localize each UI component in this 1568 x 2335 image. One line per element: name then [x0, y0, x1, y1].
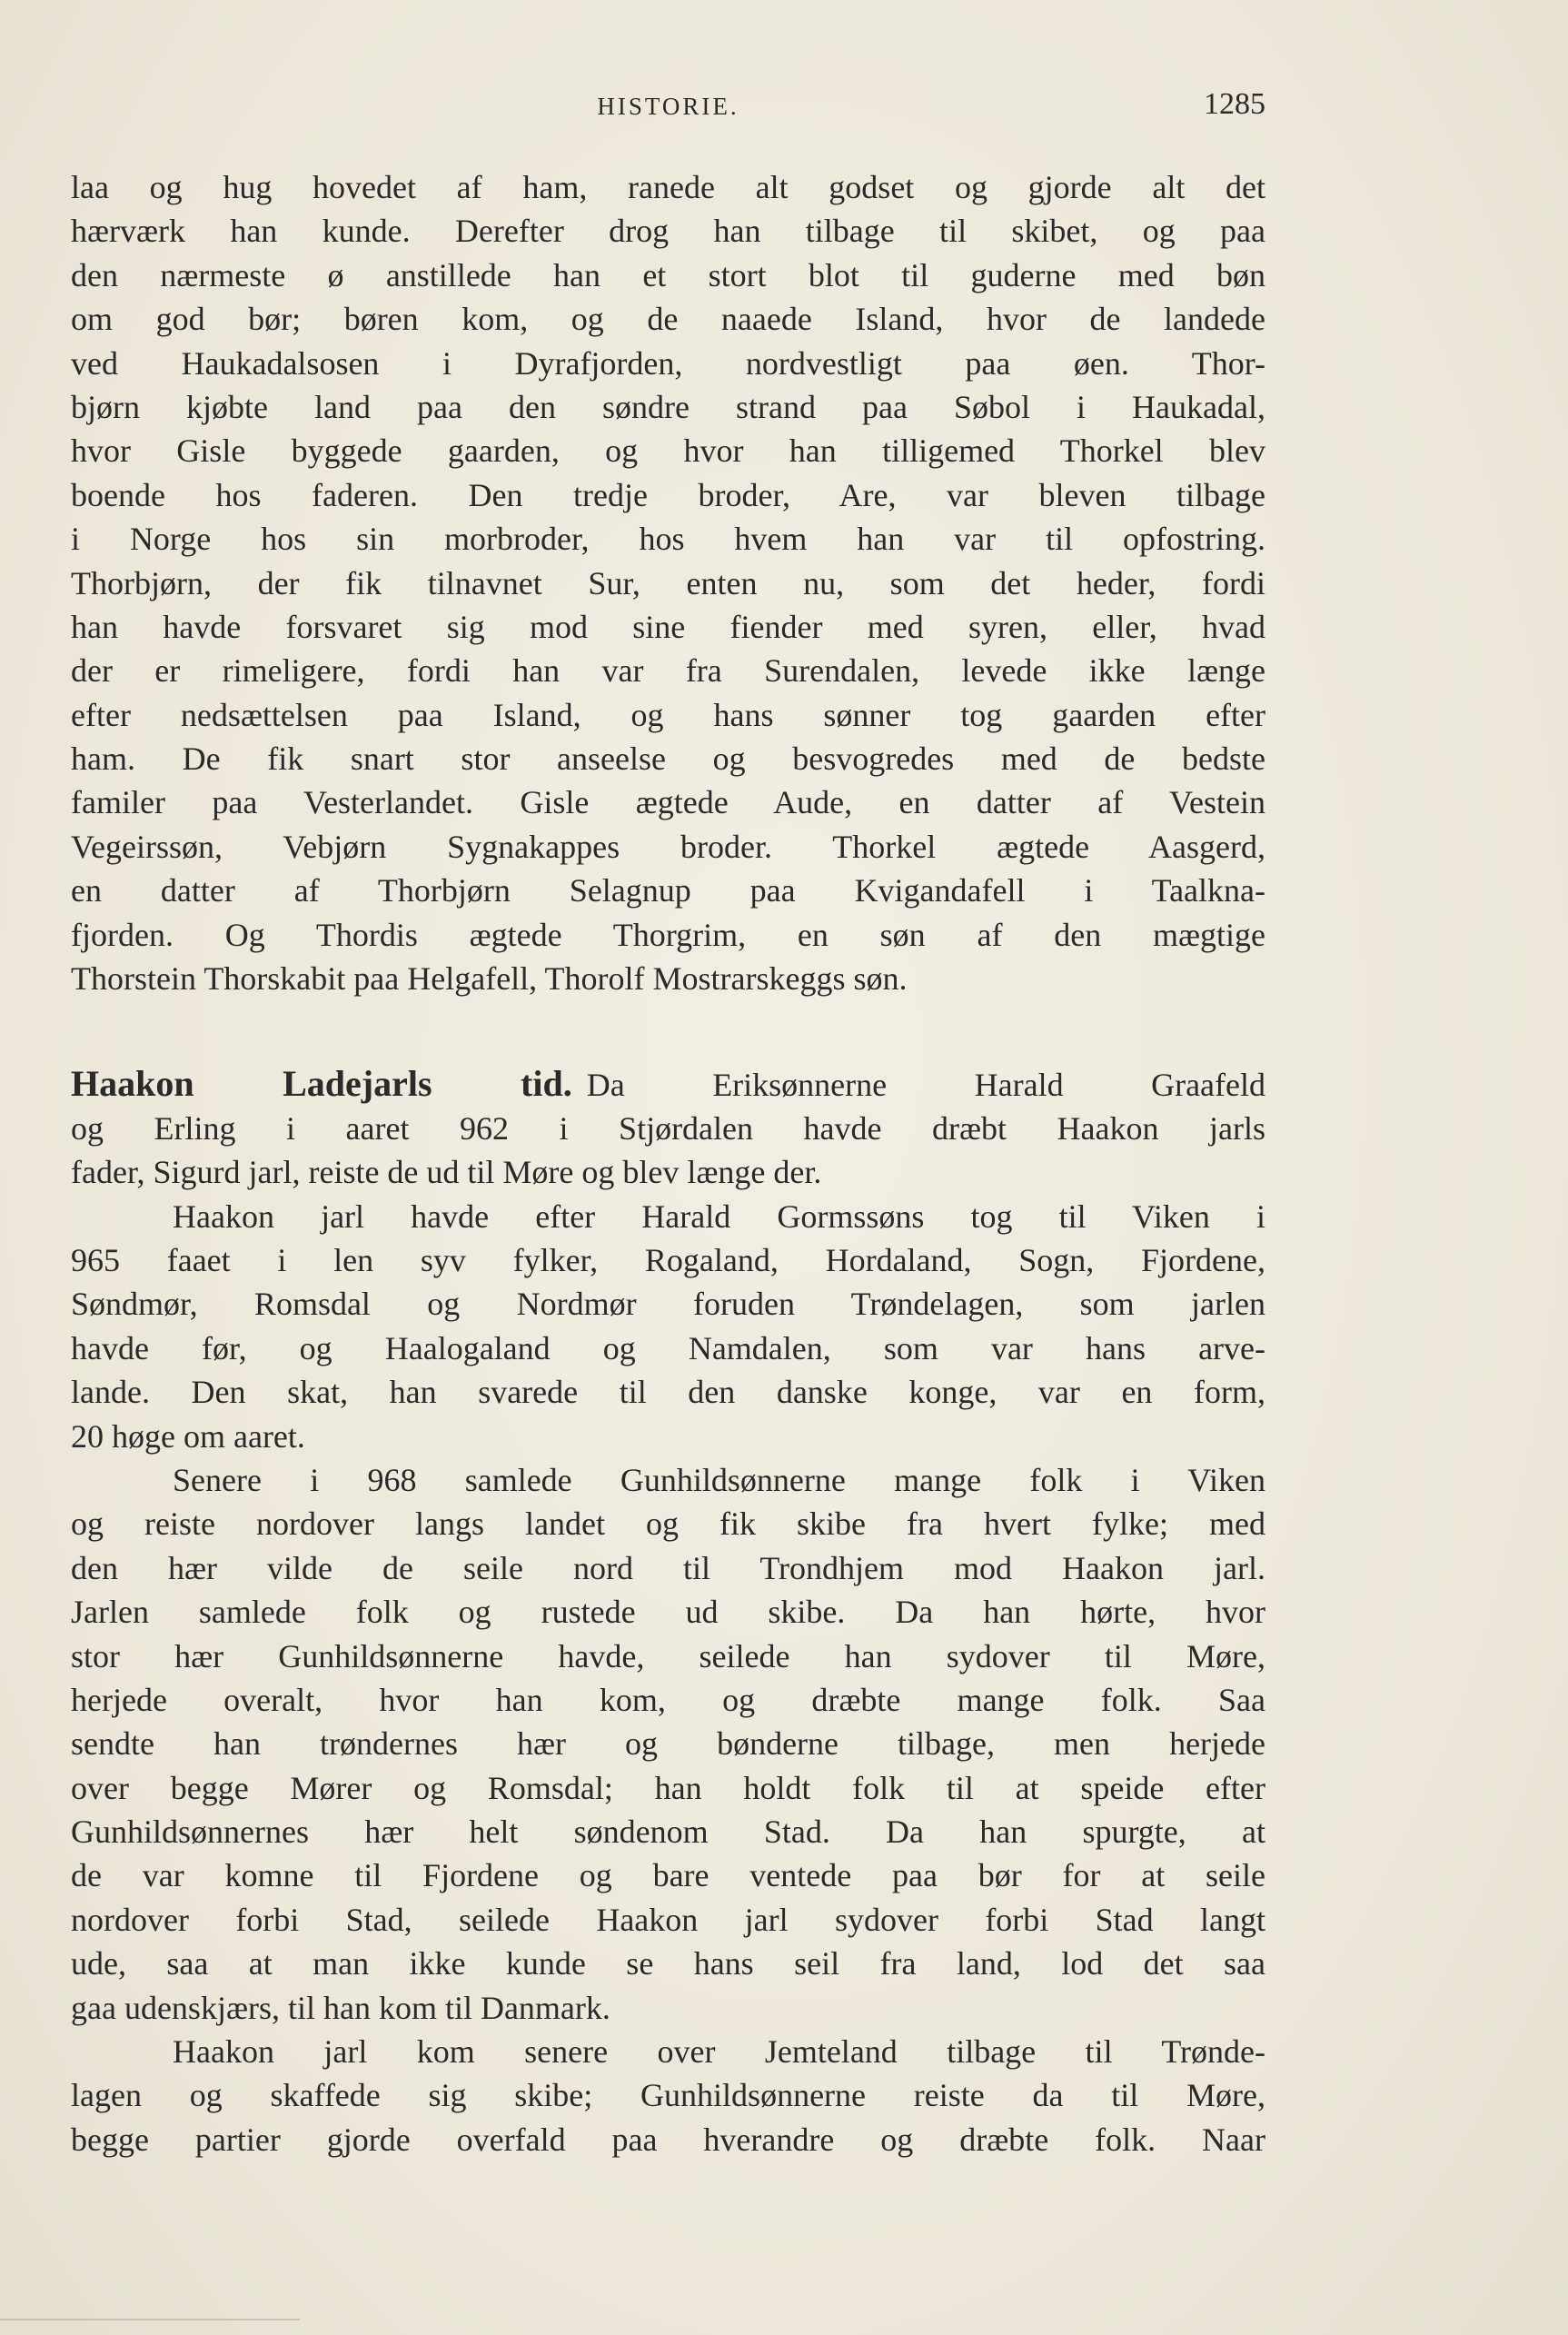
text-line: Thorstein Thorskabit paa Helgafell, Thorolf Mostrarskeggs søn. — [71, 960, 908, 998]
text-line: Haakon jarl havde efter Harald Gormssøns tog til Viken i — [173, 1197, 1265, 1235]
text-line: Haakon jarl kom senere over Jemteland tilbage til Trønde- — [173, 2033, 1265, 2071]
text-line: han havde forsvaret sig mod sine fiender med syren, eller, hvad — [71, 608, 1265, 645]
running-title: HISTORIE. — [597, 93, 739, 120]
text-line: og Erling i aaret 962 i Stjørdalen havde dræbt Haakon jarls — [71, 1109, 1265, 1147]
text-line: nordover forbi Stad, seilede Haakon jarl sydover forbi Stad langt — [71, 1901, 1265, 1938]
text-line: 965 faaet i len syv fylker, Rogaland, Hordaland, Sogn, Fjordene, — [71, 1241, 1265, 1278]
text-line: 20 høge om aaret. — [71, 1417, 305, 1455]
text-line: laa og hug hovedet af ham, ranede alt godset og gjorde alt det — [71, 169, 1265, 205]
text-line: der er rimeligere, fordi han var fra Surendalen, levede ikke længe — [71, 652, 1265, 690]
page-edge-line — [0, 2319, 300, 2320]
paragraph-3 — [71, 1458, 1265, 2030]
text-line: Thorbjørn, der fik tilnavnet Sur, enten nu, som det heder, fordi — [71, 564, 1265, 601]
text-line: Vegeirssøn, Vebjørn Sygnakappes broder. Thorkel ægtede Aasgerd, — [71, 828, 1265, 865]
text-line: havde før, og Haalogaland og Namdalen, som var hans arve- — [71, 1329, 1265, 1366]
text-line: Jarlen samlede folk og rustede ud skibe. Da han hørte, hvor — [71, 1594, 1265, 1631]
text-line: efter nedsættelsen paa Island, og hans sønner tog gaarden efter — [71, 696, 1265, 733]
page-header — [71, 87, 1265, 133]
text-line: gaa udenskjærs, til han kom til Danmark. — [71, 1989, 610, 2026]
text-line: sendte han trøndernes hær og bønderne tilbage, men herjede — [71, 1725, 1265, 1763]
text-line: i Norge hos sin morbroder, hos hvem han var til opfostring. — [71, 521, 1265, 558]
text-line: fader, Sigurd jarl, reiste de ud til Møre og blev længe der. — [71, 1154, 822, 1191]
text-line: den nærmeste ø anstillede han et stort blot til guderne med bøn — [71, 256, 1265, 293]
text-line: bjørn kjøbte land paa den søndre strand paa Søbol i Haukadal, — [71, 388, 1265, 425]
text-line: hvor Gisle byggede gaarden, og hvor han tilligemed Thorkel blev — [71, 432, 1265, 470]
text-line: ham. De fik snart stor anseelse og besvogredes med de bedste — [71, 740, 1265, 778]
section-first-line — [71, 1062, 1265, 1106]
text-line: over begge Mører og Romsdal; han holdt folk til at speide efter — [71, 1769, 1265, 1806]
section-haakon-ladejarl — [71, 1062, 1265, 1194]
text-line: hærværk han kunde. Derefter drog han tilbage til skibet, og paa — [71, 213, 1265, 250]
section-heading: Haakon Ladejarls tid. — [71, 1063, 572, 1105]
text-line: lande. Den skat, han svarede til den danske konge, var en form, — [71, 1374, 1265, 1411]
text-line: Gunhildsønnernes hær helt søndenom Stad. Da han spurgte, at — [71, 1813, 1265, 1851]
body-text — [71, 165, 1265, 2161]
paragraph-4 — [71, 2030, 1265, 2161]
text-line: en datter af Thorbjørn Selagnup paa Kvigandafell i Taalkna- — [71, 872, 1265, 909]
text-line: lagen og skaffede sig skibe; Gunhildsønnerne reiste da til Møre, — [71, 2077, 1265, 2114]
paragraph-2 — [71, 1195, 1265, 1458]
text-line: Senere i 968 samlede Gunhildsønnerne mange folk i Viken — [173, 1461, 1265, 1498]
text-line: ved Haukadalsosen i Dyrafjorden, nordvestligt paa øen. Thor- — [71, 344, 1265, 382]
text-line: fjorden. Og Thordis ægtede Thorgrim, en søn af den mægtige — [71, 916, 1265, 953]
paragraph-1 — [71, 165, 1265, 1000]
text-line: boende hos faderen. Den tredje broder, Are, var bleven tilbage — [71, 476, 1265, 513]
text-line: ude, saa at man ikke kunde se hans seil fra land, lod det saa — [71, 1945, 1265, 1982]
section-gap — [71, 1000, 1265, 1062]
text-line: familer paa Vesterlandet. Gisle ægtede Aude, en datter af Vestein — [71, 784, 1265, 821]
text-line: herjede overalt, hvor han kom, og dræbte mange folk. Saa — [71, 1681, 1265, 1718]
page-number: 1285 — [1204, 87, 1265, 121]
text-line: Søndmør, Romsdal og Nordmør foruden Trøndelagen, som jarlen — [71, 1286, 1265, 1323]
text-line: begge partier gjorde overfald paa hverandre og dræbte folk. Naar — [71, 2121, 1265, 2158]
text-line: og reiste nordover langs landet og fik skibe fra hvert fylke; med — [71, 1505, 1265, 1543]
text-line: stor hær Gunhildsønnerne havde, seilede han sydover til Møre, — [71, 1637, 1265, 1674]
text-line: om god bør; børen kom, og de naaede Island, hvor de landede — [71, 301, 1265, 338]
text-line: den hær vilde de seile nord til Trondhjem mod Haakon jarl. — [71, 1549, 1265, 1586]
section-first-line-text: Da Eriksønnerne Harald Graafeld — [586, 1067, 1265, 1104]
text-line: de var komne til Fjordene og bare ventede paa bør for at seile — [71, 1857, 1265, 1894]
